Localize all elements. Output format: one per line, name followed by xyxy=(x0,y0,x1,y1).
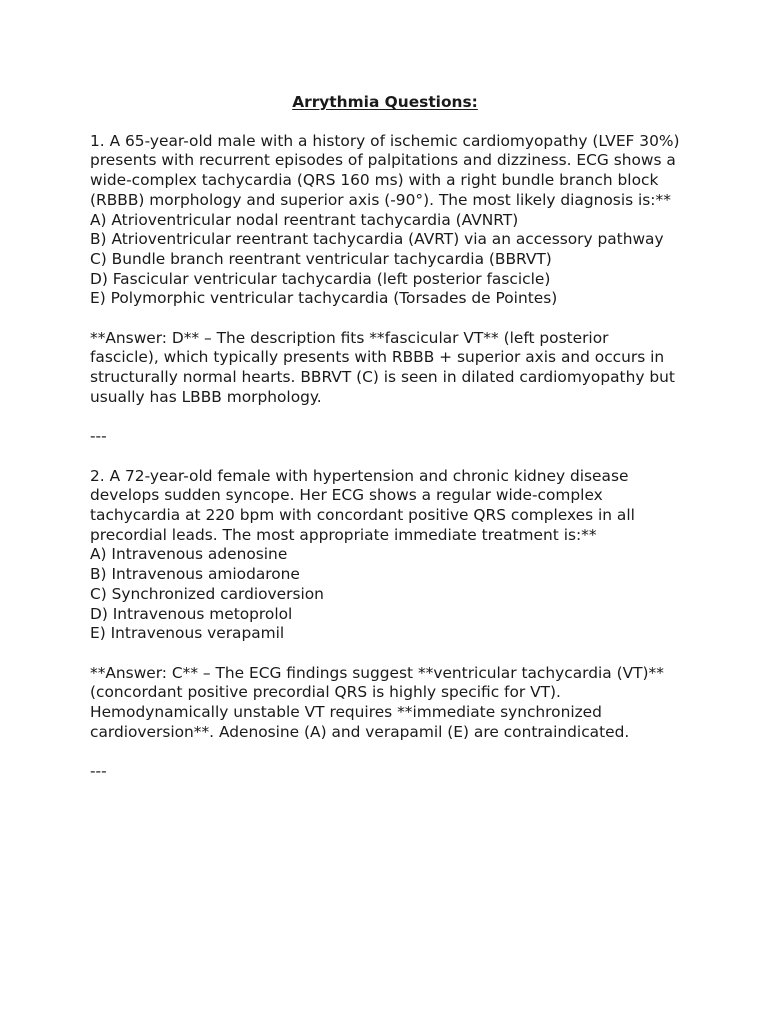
answer-2 xyxy=(90,664,680,743)
answer-option: D) Fascicular ventricular tachycardia (left posterior fascicle) xyxy=(90,269,551,288)
question-stem: 2. A 72-year-old female with hypertension and chronic kidney disease develops sudden syncope. Her ECG shows a regular wide-complex tachycardia at 220 bpm with concordant positive QRS complexes in all precordial leads. The most appropriate immediate treatment is:** xyxy=(90,466,635,544)
question-1 xyxy=(90,132,680,309)
spacer xyxy=(90,742,680,762)
answer-option: D) Intravenous metoprolol xyxy=(90,604,293,623)
spacer xyxy=(90,644,680,664)
document-page xyxy=(90,92,680,782)
answer-explanation: **Answer: C** – The ECG findings suggest **ventricular tachycardia (VT)** (concordant positive precordial QRS is highly specific for VT). Hemodynamically unstable VT requires **immediate synchronized cardioversion**. Adenosine (A) and verapamil (E) are contraindicated. xyxy=(90,663,664,741)
section-separator: --- xyxy=(90,762,107,781)
document-title: Arrythmia Questions: xyxy=(292,93,478,111)
answer-option: B) Atrioventricular reentrant tachycardia (AVRT) via an accessory pathway xyxy=(90,230,664,249)
question-stem: 1. A 65-year-old male with a history of ischemic cardiomyopathy (LVEF 30%) presents with recurrent episodes of palpitations and dizziness. ECG shows a wide-complex tachycardia (QRS 160 ms) with a right bundle branch block (RBBB) morphology and superior axis (-90°). The most likely diagnosis is:** xyxy=(90,131,680,209)
question-2 xyxy=(90,467,680,644)
answer-option: A) Atrioventricular nodal reentrant tachycardia (AVNRT) xyxy=(90,210,519,229)
answer-option: B) Intravenous amiodarone xyxy=(90,565,300,584)
answer-option: C) Bundle branch reentrant ventricular tachycardia (BBRVT) xyxy=(90,249,552,268)
spacer xyxy=(90,309,680,329)
spacer xyxy=(90,408,680,428)
answer-option: A) Intravenous adenosine xyxy=(90,545,288,564)
answer-option: C) Synchronized cardioversion xyxy=(90,584,324,603)
section-separator: --- xyxy=(90,427,107,446)
answer-explanation: **Answer: D** – The description fits **fascicular VT** (left posterior fascicle), which typically presents with RBBB + superior axis and occurs in structurally normal hearts. BBRVT (C) is seen in dilated cardiomyopathy but usually has LBBB morphology. xyxy=(90,328,675,406)
spacer xyxy=(90,112,680,132)
spacer xyxy=(90,447,680,467)
answer-option: E) Intravenous verapamil xyxy=(90,624,285,643)
answer-1 xyxy=(90,329,680,408)
answer-option: E) Polymorphic ventricular tachycardia (Torsades de Pointes) xyxy=(90,289,558,308)
